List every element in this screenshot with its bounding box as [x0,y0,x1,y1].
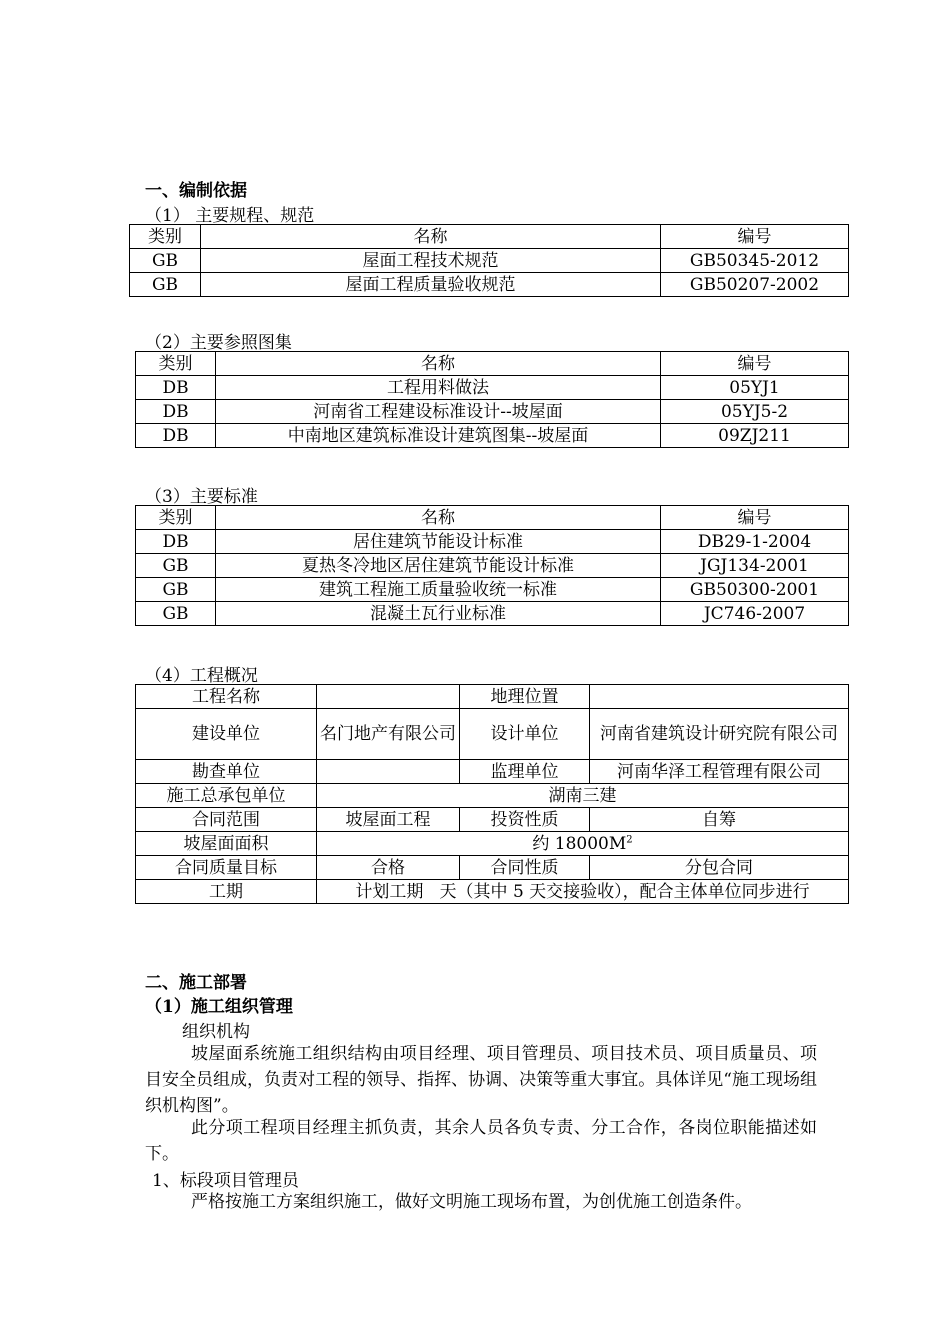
cell-category: GB [130,249,201,273]
table-row [136,784,849,808]
header-name: 名称 [201,225,661,249]
project-overview-table [135,684,849,904]
table-row [130,273,849,297]
table-row [136,808,849,832]
table-row [136,602,849,626]
header-code: 编号 [661,352,849,376]
table-row [136,709,849,760]
header-category: 类别 [136,352,216,376]
quality-value: 合格 [317,856,460,880]
header-name: 名称 [216,506,661,530]
cell-category: GB [136,602,216,626]
table-row [136,424,849,448]
header-code: 编号 [661,506,849,530]
sub-heading-standards: （3）主要标准 [145,487,258,507]
cell-name: 建筑工程施工质量验收统一标准 [216,578,661,602]
supervisor-label: 监理单位 [460,760,590,784]
standards-table [135,505,849,626]
header-name: 名称 [216,352,661,376]
scope-value: 坡屋面工程 [317,808,460,832]
cell-code: JGJ134-2001 [661,554,849,578]
location-label: 地理位置 [460,685,590,709]
table-row [136,530,849,554]
cell-category: GB [136,554,216,578]
sub-heading-atlas: （2）主要参照图集 [145,333,292,353]
sub-heading-overview: （4）工程概况 [145,666,258,686]
cell-code: 05YJ1 [661,376,849,400]
period-label: 工期 [136,880,317,904]
cell-name: 混凝土瓦行业标准 [216,602,661,626]
designer-value: 河南省建筑设计研究院有限公司 [590,709,849,760]
cell-name: 屋面工程质量验收规范 [201,273,661,297]
table-row [136,578,849,602]
table-header-row [136,506,849,530]
area-value: 约 18000M [532,833,627,854]
header-code: 编号 [661,225,849,249]
cell-category: GB [130,273,201,297]
header-category: 类别 [136,506,216,530]
header-category: 类别 [130,225,201,249]
org-structure-label: 组织机构 [182,1022,250,1042]
section2-heading: 二、施工部署 [145,973,247,993]
cell-name: 河南省工程建设标准设计--坡屋面 [216,400,661,424]
quality-label: 合同质量目标 [136,856,317,880]
cell-category: DB [136,376,216,400]
cell-code: 09ZJ211 [661,424,849,448]
contractor-value: 湖南三建 [317,784,849,808]
table-row [136,376,849,400]
builder-value: 名门地产有限公司 [317,709,460,760]
survey-label: 勘查单位 [136,760,317,784]
contractor-label: 施工总承包单位 [136,784,317,808]
project-name-value [317,685,460,709]
table-row [136,880,849,904]
cell-category: DB [136,400,216,424]
table-row [136,832,849,856]
area-unit-superscript: 2 [626,833,633,845]
cell-code: GB50345-2012 [661,249,849,273]
cell-code: 05YJ5-2 [661,400,849,424]
regulations-table [129,224,849,297]
scope-label: 合同范围 [136,808,317,832]
cell-name: 居住建筑节能设计标准 [216,530,661,554]
builder-label: 建设单位 [136,709,317,760]
cell-code: GB50207-2002 [661,273,849,297]
cell-category: DB [136,424,216,448]
cell-code: JC746-2007 [661,602,849,626]
cell-category: DB [136,530,216,554]
table-row [136,685,849,709]
atlas-table [135,351,849,448]
table-header-row [136,352,849,376]
table-header-row [130,225,849,249]
sub-heading-regulations: （1） 主要规程、规范 [145,206,315,226]
invest-value: 自筹 [590,808,849,832]
section1-heading: 一、编制依据 [145,181,247,201]
cell-name: 屋面工程技术规范 [201,249,661,273]
table-row [136,856,849,880]
paragraph-responsibilities: 此分项工程项目经理主抓负责，其余人员各负专责、分工合作，各岗位职能描述如下。 [145,1118,817,1164]
survey-value [317,760,460,784]
item-heading-manager: 1、标段项目管理员 [152,1171,299,1191]
area-label: 坡屋面面积 [136,832,317,856]
area-cell [317,832,849,856]
cell-category: GB [136,578,216,602]
period-value: 计划工期 天（其中 5 天交接验收），配合主体单位同步进行 [317,880,849,904]
table-row [136,554,849,578]
table-row [136,760,849,784]
paragraph-manager-duty: 严格按施工方案组织施工，做好文明施工现场布置，为创优施工创造条件。 [191,1192,752,1212]
cell-code: GB50300-2001 [661,578,849,602]
designer-label: 设计单位 [460,709,590,760]
contract-type-value: 分包合同 [590,856,849,880]
table-row [136,400,849,424]
invest-label: 投资性质 [460,808,590,832]
supervisor-value: 河南华泽工程管理有限公司 [590,760,849,784]
cell-name: 夏热冬冷地区居住建筑节能设计标准 [216,554,661,578]
cell-name: 工程用料做法 [216,376,661,400]
cell-code: DB29-1-2004 [661,530,849,554]
paragraph-org-structure: 坡屋面系统施工组织结构由项目经理、项目管理员、项目技术员、项目质量员、项目安全员组成，负责对工程的领导、指挥、协调、决策等重大事宜。具体详见“施工现场组织机构图”。 [145,1044,817,1116]
project-name-label: 工程名称 [136,685,317,709]
table-row [130,249,849,273]
location-value [590,685,849,709]
cell-name: 中南地区建筑标准设计建筑图集--坡屋面 [216,424,661,448]
contract-type-label: 合同性质 [460,856,590,880]
sub-heading-org-management: （1）施工组织管理 [145,997,293,1017]
